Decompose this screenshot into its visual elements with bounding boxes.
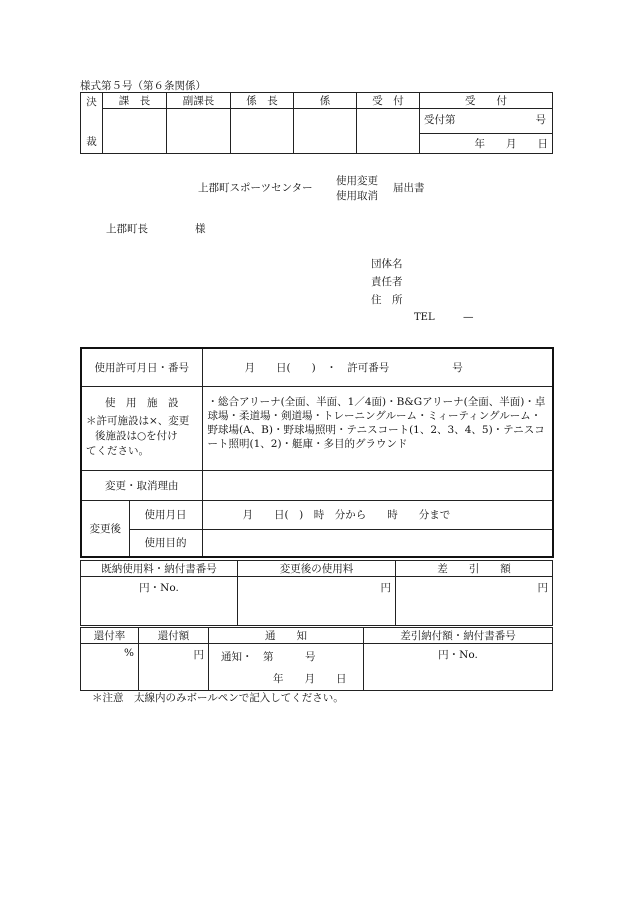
title-option-cancel: 使用取消 xyxy=(336,190,378,202)
facility-note-3: てください。 xyxy=(86,444,149,457)
after-label: 変更後 xyxy=(81,500,129,557)
paid-value[interactable]: 円・No. xyxy=(81,577,238,626)
receipt-number-cell[interactable]: 受付第 号 xyxy=(420,109,553,134)
date-label: 使用月日 xyxy=(129,500,202,529)
permit-value[interactable]: 月 日( ) ・ 許可番号 号 xyxy=(202,348,553,386)
header-kakari: 係 xyxy=(294,93,357,109)
approval-side-label: 決 裁 xyxy=(81,93,103,154)
permit-label: 使用許可月日・番号 xyxy=(81,348,202,386)
reason-label: 変更・取消理由 xyxy=(81,470,202,500)
date-value[interactable]: 月 日( ) 時 分から 時 分まで xyxy=(202,500,553,529)
paid-label: 既納使用料・納付書番号 xyxy=(81,561,238,577)
facility-list[interactable]: ・総合アリーナ(全面、半面、1／4面)・B&Gアリーナ(全面、半面)・卓球場・柔道場・剣道場・トレーニングルーム・ミィーティングルーム・野球場(A、B)・野球場照明・テニスコート(1、2、3、4、5)・テニスコート照明(1、2)・艇庫・多目的グラウンド xyxy=(202,386,553,470)
net-label: 差引納付額・納付書番号 xyxy=(364,628,553,644)
purpose-input[interactable] xyxy=(202,529,553,557)
header-uketsuke: 受 付 xyxy=(357,93,420,109)
stamp-box-kakaricho[interactable] xyxy=(231,109,294,154)
new-fee-value[interactable]: 円 xyxy=(238,577,396,626)
tel-dash: — xyxy=(463,311,474,323)
facility-note-1: ＊許可施設は×、変更 xyxy=(86,415,190,428)
notice-cell[interactable] xyxy=(209,644,364,691)
net-value[interactable]: 円・No. xyxy=(364,644,553,691)
header-fukukacho: 副課長 xyxy=(167,93,231,109)
org-label: 団体名 xyxy=(371,258,403,270)
footer-note: ＊注意 太線内のみボールペンで記入してください。 xyxy=(92,692,344,704)
rate-label: 還付率 xyxy=(81,628,139,644)
addressee-name: 上郡町長 xyxy=(106,223,148,235)
title-option-change: 使用変更 xyxy=(336,175,378,187)
rep-label: 責任者 xyxy=(371,276,403,288)
addr-label: 住 所 xyxy=(371,294,403,306)
main-form-table xyxy=(80,347,554,558)
diff-value[interactable]: 円 xyxy=(396,577,553,626)
reason-input[interactable] xyxy=(202,470,553,500)
facility-label: 使 用 施 設 xyxy=(105,396,179,409)
title-facility: 上郡町スポーツセンター xyxy=(198,182,313,194)
refund-table xyxy=(80,627,553,691)
purpose-label: 使用目的 xyxy=(129,529,202,557)
stamp-box-uketsuke[interactable] xyxy=(357,109,420,154)
fees-table xyxy=(80,560,553,626)
amount-value[interactable]: 円 xyxy=(139,644,209,691)
addressee-honorific: 様 xyxy=(195,223,206,235)
header-kacho: 課 長 xyxy=(103,93,167,109)
approval-table xyxy=(80,92,553,154)
form-number: 様式第５号（第６条関係） xyxy=(80,80,206,92)
diff-label: 差 引 額 xyxy=(396,561,553,577)
receipt-date[interactable]: 年 月 日 xyxy=(420,133,553,153)
tel-label: TEL xyxy=(414,312,435,323)
new-fee-label: 変更後の使用料 xyxy=(238,561,396,577)
stamp-box-fukukacho[interactable] xyxy=(167,109,231,154)
header-kakaricho: 係 長 xyxy=(231,93,294,109)
notice-date: 年 月 日 xyxy=(273,673,347,685)
rate-value[interactable]: % xyxy=(81,644,139,691)
stamp-box-kakari[interactable] xyxy=(294,109,357,154)
notice-value: 通知・ 第 号 xyxy=(221,651,316,663)
amount-label: 還付額 xyxy=(139,628,209,644)
facility-label-cell xyxy=(81,386,202,470)
notice-label: 通 知 xyxy=(209,628,364,644)
stamp-box-kacho[interactable] xyxy=(103,109,167,154)
title-suffix: 届出書 xyxy=(393,182,425,194)
receipt-header: 受 付 xyxy=(420,93,553,109)
facility-note-2: 後施設は○を付け xyxy=(95,429,178,442)
